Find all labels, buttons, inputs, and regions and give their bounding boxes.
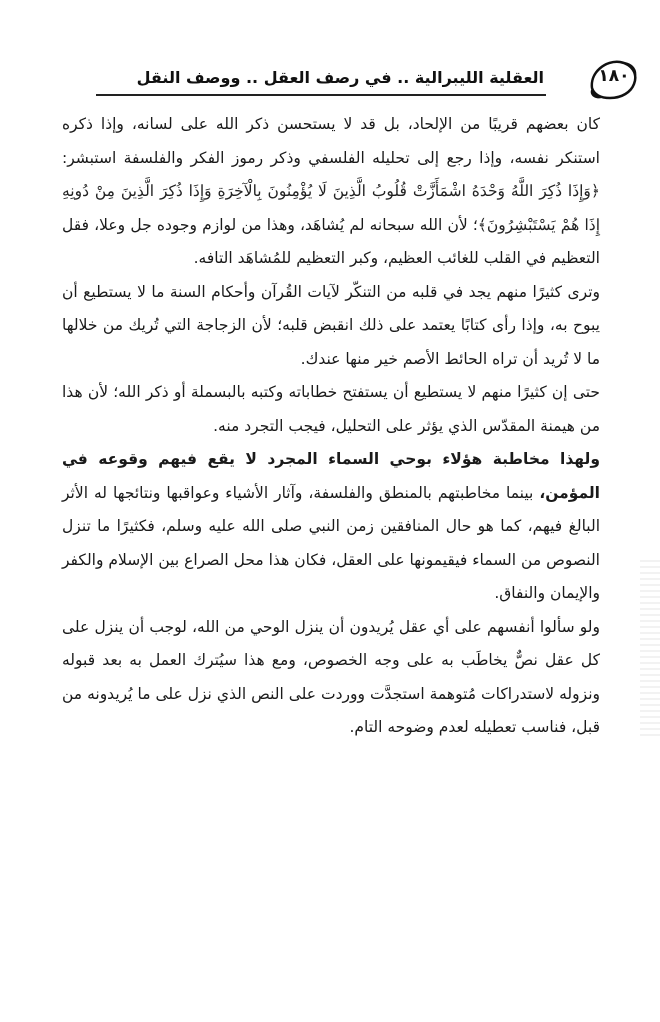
paragraph-3: حتى إن كثيرًا منهم لا يستطيع أن يستفتح خطاباته وكتبه بالبسملة أو ذكر الله؛ لأن هذا من هيمنة المقدّس الذي يؤثر على التحليل، فيجب التجرد منه. <box>62 383 600 435</box>
paragraph-1-text-b: ؛ لأن الله سبحانه لم يُشاهَد، وهذا من لوازم وجوده جل وعلا، فقل التعظيم في القلب للغائب العظيم، وكبر التعظيم للمُشاهَد التافه. <box>62 215 600 267</box>
paragraph-5: ولو سألوا أنفسهم على أي عقل يُريدون أن ينزل الوحي من الله، لوجب أن ينزل على كل عقل نصٌّ يخاطَب به على وجه الخصوص، ومع هذا سيُترك العمل به بعد قبوله ونزوله لاستدراكات مُتوهمة استجدَّت ووردت على النص الذي نزل على ما يُريدونه من قبل، فناسب تعطيله لعدم وضوحه التام. <box>62 617 600 736</box>
paragraph-4 <box>62 443 600 611</box>
paragraph-4-bold: ولهذا مخاطبة هؤلاء بوحي السماء المجرد لا يقع فيهم وقوعه في المؤمن، <box>62 450 600 502</box>
body-text <box>62 108 600 745</box>
paragraph-1 <box>62 108 600 276</box>
header-divider <box>96 94 546 96</box>
paragraph-4-rest: بينما مخاطبتهم بالمنطق والفلسفة، وآثار الأشياء وعواقبها ونتائجها له الأثر البالغ فيهم، كما هو حال المنافقين زمن النبي صلى الله عليه وسلم، فكثيرًا ما تنزل النصوص من السماء فيقيمونها على العقل، فكان هذا محل الصراع بين الإسلام والكفر والإيمان والنفاق. <box>62 483 600 602</box>
running-header <box>96 62 596 98</box>
running-header-title: العقلية الليبرالية .. في رصف العقل .. ووصف النقل <box>136 68 544 87</box>
quran-verse: ﴿وَإِذَا ذُكِرَ اللَّهُ وَحْدَهُ اشْمَأَزَّتْ قُلُوبُ الَّذِينَ لَا يُؤْمِنُونَ بِالْآخِرَةِ وَإِذَا ذُكِرَ الَّذِينَ مِنْ دُونِهِ إِذَا هُمْ يَسْتَبْشِرُونَ﴾ <box>62 182 600 234</box>
binding-edge-shadow <box>640 560 660 740</box>
paragraph-2: وترى كثيرًا منهم يجد في قلبه من التنكّر لآيات القُرآن وأحكام السنة ما لا يستطيع أن يبوح به، وإذا رأى كتابًا يعتمد على ذلك انقبض قلبه؛ لأن الزجاجة التي تُريك من خلالها ما لا تُريد أن تراه الحائط الأصم خير منها عندك. <box>62 282 600 368</box>
paragraph-1-text-a: كان بعضهم قريبًا من الإلحاد، بل قد لا يستحسن ذكر الله على لسانه، وإذا ذكره استنكر نفسه، وإذا رجع إلى تحليله الفلسفي وذكر رموز الفكر والفلسفة استبشر: <box>62 115 600 167</box>
page-number: ١٨٠ <box>598 66 630 86</box>
